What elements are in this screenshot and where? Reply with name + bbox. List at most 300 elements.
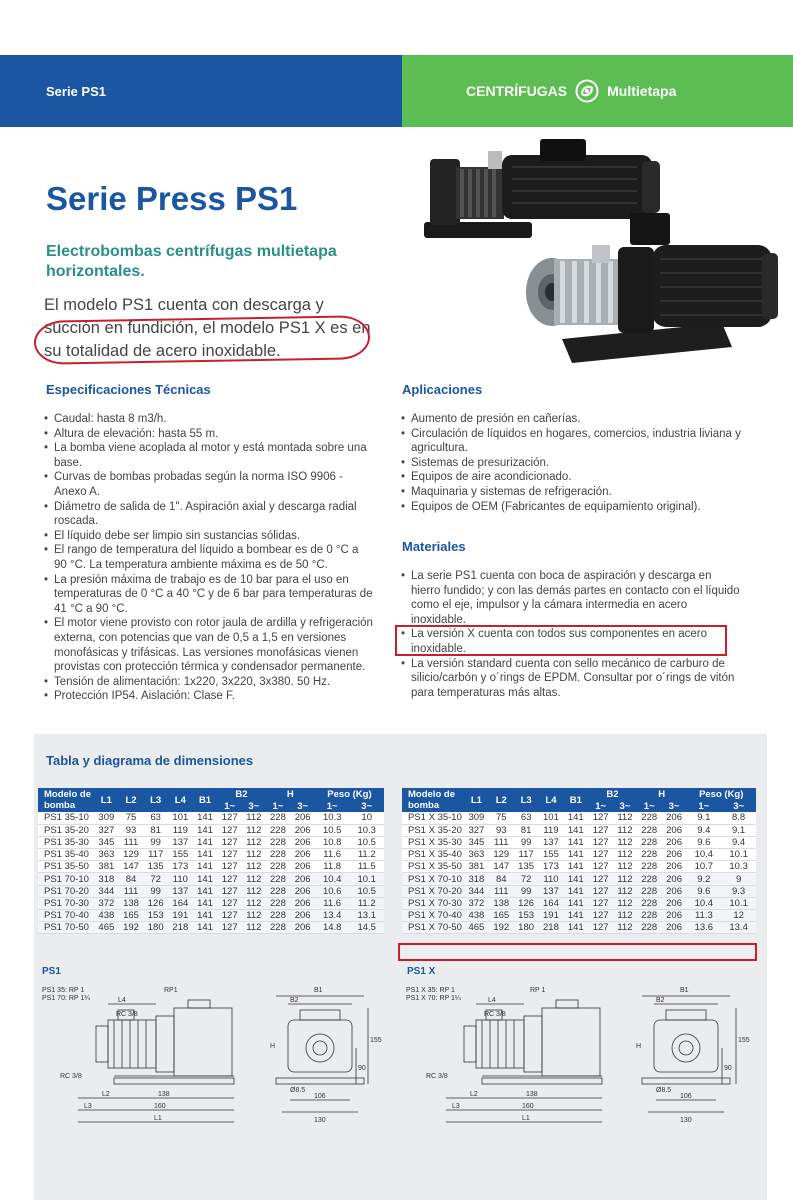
table-row: [402, 812, 756, 824]
dim-l1: L1: [522, 1115, 530, 1122]
list-item: • Protección IP54. Aislación: Clase F.: [44, 689, 374, 704]
value-cell: 173: [168, 861, 193, 873]
value-cell: 127: [588, 885, 613, 897]
value-cell: 11.2: [349, 849, 384, 861]
dim-106: 106: [680, 1093, 692, 1100]
value-cell: 11.5: [349, 861, 384, 873]
list-item: • Curvas de bombas probadas según la norma ISO 9906 - Anexo A.: [44, 470, 374, 499]
value-cell: 141: [563, 910, 588, 922]
value-cell: 153: [514, 910, 539, 922]
value-cell: 75: [489, 812, 514, 824]
col-header-l1: L1: [464, 788, 489, 812]
value-cell: 12: [721, 910, 756, 922]
handdrawn-highlight-box: [395, 625, 727, 656]
value-cell: 13.4: [721, 922, 756, 934]
value-cell: 9: [721, 873, 756, 885]
note-ps1-35: PS1 35: RP 1: [42, 987, 85, 994]
value-cell: 206: [662, 849, 687, 861]
model-cell: PS1 X 35-10: [402, 812, 464, 824]
model-cell: PS1 35-10: [38, 812, 94, 824]
table-row: [402, 824, 756, 836]
model-cell: PS1 70-50: [38, 922, 94, 934]
dim-d85: Ø8.5: [656, 1087, 672, 1094]
table-row: [38, 873, 384, 885]
value-cell: 218: [168, 922, 193, 934]
value-cell: 127: [588, 812, 613, 824]
list-item: • El rango de temperatura del líquido a bombear es de 0 °C a 90 °C. La temperatura ambiente máxima es de 50 °C.: [44, 543, 374, 572]
value-cell: 345: [94, 836, 119, 848]
col-header-phase1: 1~: [686, 800, 721, 812]
value-cell: 112: [242, 910, 266, 922]
value-cell: 129: [489, 849, 514, 861]
value-cell: 206: [290, 873, 315, 885]
list-item: • Maquinaria y sistemas de refrigeración.: [401, 485, 741, 500]
value-cell: 117: [514, 849, 539, 861]
applications-list: [401, 412, 741, 514]
col-header-phase1: 1~: [315, 800, 349, 812]
value-cell: 63: [514, 812, 539, 824]
dim-l3: L3: [452, 1103, 460, 1110]
dim-160: 160: [154, 1103, 166, 1110]
table-row: [38, 812, 384, 824]
value-cell: 206: [662, 861, 687, 873]
col-header-b2: B2: [588, 788, 637, 800]
list-item: • Aumento de presión en cañerías.: [401, 412, 741, 427]
value-cell: 206: [290, 861, 315, 873]
value-cell: 112: [242, 861, 266, 873]
value-cell: 141: [193, 873, 218, 885]
value-cell: 9.1: [721, 824, 756, 836]
table-row: [402, 861, 756, 873]
value-cell: 228: [266, 849, 291, 861]
col-header-l4: L4: [539, 788, 564, 812]
dimensions-table-ps1x: [402, 788, 756, 934]
value-cell: 206: [290, 824, 315, 836]
value-cell: 10.3: [349, 824, 384, 836]
value-cell: 228: [266, 897, 291, 909]
value-cell: 191: [168, 910, 193, 922]
col-header-weight: Peso (Kg): [315, 788, 384, 800]
list-item: • El motor viene provisto con rotor jaula de ardilla y refrigeración externa, con potencias que van de 0,5 a 1,5 en versiones monofásicas y trifásicas. Las versiones monofásicas vienen provistas con protección térmica y condensador permanente.: [44, 616, 374, 674]
value-cell: 99: [143, 836, 168, 848]
header-series: [0, 55, 402, 127]
value-cell: 141: [193, 824, 218, 836]
value-cell: 112: [242, 922, 266, 934]
value-cell: 141: [193, 861, 218, 873]
value-cell: 112: [613, 873, 637, 885]
value-cell: 9.4: [721, 836, 756, 848]
value-cell: 138: [489, 897, 514, 909]
value-cell: 10.4: [315, 873, 349, 885]
table-row: [402, 873, 756, 885]
col-header-phase1: 1~: [217, 800, 242, 812]
value-cell: 11.6: [315, 897, 349, 909]
col-header-phase1: 1~: [588, 800, 613, 812]
value-cell: 309: [94, 812, 119, 824]
value-cell: 228: [637, 849, 662, 861]
value-cell: 10.4: [686, 849, 721, 861]
value-cell: 206: [290, 836, 315, 848]
pump-product-photo: [402, 127, 793, 373]
dim-130: 130: [314, 1117, 326, 1124]
model-cell: PS1 35-40: [38, 849, 94, 861]
dim-l2: L2: [470, 1091, 478, 1098]
value-cell: 141: [193, 812, 218, 824]
list-item: • La versión standard cuenta con sello mecánico de carburo de silicio/carbón y o´rings de EPDM. Consultar por o´rings de vitón para temperaturas más altas.: [401, 657, 741, 701]
value-cell: 9.3: [721, 885, 756, 897]
value-cell: 127: [588, 910, 613, 922]
value-cell: 141: [563, 849, 588, 861]
dim-b2: B2: [656, 997, 665, 1004]
value-cell: 127: [588, 922, 613, 934]
value-cell: 344: [94, 885, 119, 897]
col-header-model: Modelo de bomba: [38, 788, 94, 812]
value-cell: 10.6: [315, 885, 349, 897]
model-cell: PS1 X 70-40: [402, 910, 464, 922]
col-header-b1: B1: [563, 788, 588, 812]
value-cell: 112: [242, 873, 266, 885]
col-header-l3: L3: [143, 788, 168, 812]
value-cell: 11.8: [315, 861, 349, 873]
handdrawn-highlight-ellipse: [34, 315, 371, 365]
value-cell: 11.2: [349, 897, 384, 909]
value-cell: 344: [464, 885, 489, 897]
dim-160: 160: [522, 1103, 534, 1110]
value-cell: 192: [489, 922, 514, 934]
value-cell: 465: [464, 922, 489, 934]
value-cell: 112: [242, 849, 266, 861]
col-header-h: H: [266, 788, 315, 800]
value-cell: 206: [662, 873, 687, 885]
model-cell: PS1 X 35-40: [402, 849, 464, 861]
value-cell: 126: [143, 897, 168, 909]
table-body: [402, 812, 756, 934]
table-row: [38, 861, 384, 873]
value-cell: 10.3: [315, 812, 349, 824]
value-cell: 10.1: [721, 897, 756, 909]
list-item: • La versión X cuenta con todos sus componentes en acero inoxidable.: [401, 627, 741, 656]
value-cell: 141: [563, 873, 588, 885]
value-cell: 141: [563, 897, 588, 909]
table-row: [38, 922, 384, 934]
value-cell: 381: [464, 861, 489, 873]
value-cell: 206: [662, 910, 687, 922]
dim-155: 155: [370, 1037, 382, 1044]
value-cell: 206: [290, 849, 315, 861]
value-cell: 81: [514, 824, 539, 836]
value-cell: 72: [514, 873, 539, 885]
value-cell: 93: [489, 824, 514, 836]
table-row: [38, 849, 384, 861]
value-cell: 206: [662, 824, 687, 836]
dim-rp1: RP1: [164, 987, 178, 994]
dim-rc38-top: RC 3/8: [484, 1011, 506, 1018]
dim-138: 138: [158, 1091, 170, 1098]
dim-106: 106: [314, 1093, 326, 1100]
value-cell: 465: [94, 922, 119, 934]
model-cell: PS1 X 70-30: [402, 897, 464, 909]
value-cell: 137: [168, 885, 193, 897]
value-cell: 164: [168, 897, 193, 909]
value-cell: 14.8: [315, 922, 349, 934]
model-cell: PS1 70-20: [38, 885, 94, 897]
model-cell: PS1 X 70-20: [402, 885, 464, 897]
value-cell: 228: [637, 873, 662, 885]
list-item: • Tensión de alimentación: 1x220, 3x220, 3x380. 50 Hz.: [44, 675, 374, 690]
value-cell: 345: [464, 836, 489, 848]
value-cell: 14.5: [349, 922, 384, 934]
table-row: [402, 836, 756, 848]
value-cell: 8.8: [721, 812, 756, 824]
dim-rc38-bottom: RC 3/8: [426, 1073, 448, 1080]
dim-90: 90: [724, 1065, 732, 1072]
col-header-phase3: 3~: [721, 800, 756, 812]
series-label: Serie PS1: [46, 83, 106, 99]
value-cell: 141: [563, 861, 588, 873]
value-cell: 101: [168, 812, 193, 824]
list-item: • Sistemas de presurización.: [401, 456, 741, 471]
value-cell: 228: [266, 861, 291, 873]
table-row: [38, 897, 384, 909]
value-cell: 141: [563, 836, 588, 848]
value-cell: 206: [290, 910, 315, 922]
dim-h: H: [636, 1043, 642, 1050]
value-cell: 127: [588, 897, 613, 909]
value-cell: 228: [637, 836, 662, 848]
value-cell: 318: [94, 873, 119, 885]
model-cell: PS1 70-40: [38, 910, 94, 922]
value-cell: 99: [143, 885, 168, 897]
value-cell: 127: [217, 861, 242, 873]
value-cell: 228: [266, 812, 291, 824]
value-cell: 9.1: [686, 812, 721, 824]
value-cell: 228: [637, 824, 662, 836]
value-cell: 327: [94, 824, 119, 836]
value-cell: 119: [539, 824, 564, 836]
value-cell: 110: [168, 873, 193, 885]
value-cell: 111: [119, 836, 144, 848]
value-cell: 147: [119, 861, 144, 873]
value-cell: 127: [588, 836, 613, 848]
value-cell: 191: [539, 910, 564, 922]
table-row: [402, 910, 756, 922]
value-cell: 164: [539, 897, 564, 909]
value-cell: 228: [266, 910, 291, 922]
value-cell: 165: [489, 910, 514, 922]
value-cell: 10.5: [315, 824, 349, 836]
model-cell: PS1 X 35-20: [402, 824, 464, 836]
value-cell: 127: [217, 873, 242, 885]
model-cell: PS1 35-50: [38, 861, 94, 873]
value-cell: 119: [168, 824, 193, 836]
value-cell: 9.2: [686, 873, 721, 885]
value-cell: 127: [217, 849, 242, 861]
value-cell: 127: [217, 922, 242, 934]
table-row: [38, 885, 384, 897]
value-cell: 112: [242, 885, 266, 897]
dim-l4: L4: [488, 997, 496, 1004]
value-cell: 112: [613, 849, 637, 861]
value-cell: 112: [613, 922, 637, 934]
value-cell: 141: [193, 849, 218, 861]
value-cell: 111: [489, 885, 514, 897]
value-cell: 228: [637, 885, 662, 897]
table-row: [402, 849, 756, 861]
list-item: • Altura de elevación: hasta 55 m.: [44, 427, 374, 442]
value-cell: 228: [637, 922, 662, 934]
col-header-l2: L2: [489, 788, 514, 812]
value-cell: 137: [539, 885, 564, 897]
dimension-diagram-ps1x: [402, 978, 756, 1134]
header-bar: [0, 55, 793, 127]
value-cell: 72: [143, 873, 168, 885]
value-cell: 206: [662, 897, 687, 909]
value-cell: 112: [242, 836, 266, 848]
value-cell: 372: [464, 897, 489, 909]
value-cell: 206: [290, 885, 315, 897]
value-cell: 93: [119, 824, 144, 836]
value-cell: 228: [266, 873, 291, 885]
value-cell: 127: [588, 849, 613, 861]
value-cell: 127: [588, 873, 613, 885]
value-cell: 112: [613, 910, 637, 922]
value-cell: 363: [464, 849, 489, 861]
value-cell: 127: [217, 824, 242, 836]
dim-l3: L3: [84, 1103, 92, 1110]
value-cell: 206: [290, 897, 315, 909]
value-cell: 111: [119, 885, 144, 897]
specs-list: [44, 412, 374, 704]
value-cell: 127: [217, 910, 242, 922]
value-cell: 126: [514, 897, 539, 909]
model-cell: PS1 X 70-10: [402, 873, 464, 885]
dim-rp1: RP 1: [530, 987, 546, 994]
value-cell: 173: [539, 861, 564, 873]
table-row: [402, 922, 756, 934]
page-title: Serie Press PS1: [46, 180, 298, 217]
value-cell: 228: [637, 812, 662, 824]
value-cell: 10.1: [721, 849, 756, 861]
dim-l2: L2: [102, 1091, 110, 1098]
table-row: [38, 910, 384, 922]
value-cell: 112: [613, 812, 637, 824]
dim-d85: Ø8.5: [290, 1087, 306, 1094]
dim-b1: B1: [680, 987, 689, 994]
col-header-phase3: 3~: [290, 800, 315, 812]
col-header-phase1: 1~: [266, 800, 291, 812]
dim-l4: L4: [118, 997, 126, 1004]
value-cell: 155: [168, 849, 193, 861]
value-cell: 112: [242, 897, 266, 909]
header-category: [402, 55, 793, 127]
dim-90: 90: [358, 1065, 366, 1072]
value-cell: 112: [613, 824, 637, 836]
value-cell: 10.8: [315, 836, 349, 848]
value-cell: 10.5: [349, 885, 384, 897]
col-header-phase3: 3~: [242, 800, 266, 812]
col-header-h: H: [637, 788, 687, 800]
value-cell: 206: [662, 922, 687, 934]
model-cell: PS1 35-20: [38, 824, 94, 836]
value-cell: 137: [539, 836, 564, 848]
value-cell: 438: [464, 910, 489, 922]
value-cell: 11.3: [686, 910, 721, 922]
col-header-l1: L1: [94, 788, 119, 812]
value-cell: 10: [349, 812, 384, 824]
materials-heading: Materiales: [402, 539, 466, 554]
value-cell: 206: [662, 836, 687, 848]
list-item: • La presión máxima de trabajo es de 10 bar para el uso en temperaturas de 0 °C a 40 °C y de 6 bar para temperaturas de 41 °C a 90 °C.: [44, 573, 374, 617]
list-item: • La serie PS1 cuenta con boca de aspiración y descarga en hierro fundido; y con las demás partes en contacto con el líquido como el eje, impulsor y la cámara intermedia en acero inoxidable.: [401, 569, 741, 627]
list-item: • Caudal: hasta 8 m3/h.: [44, 412, 374, 427]
dim-b1: B1: [314, 987, 323, 994]
value-cell: 10.4: [686, 897, 721, 909]
value-cell: 127: [217, 836, 242, 848]
col-header-b2: B2: [217, 788, 265, 800]
value-cell: 13.4: [315, 910, 349, 922]
value-cell: 9.4: [686, 824, 721, 836]
value-cell: 117: [143, 849, 168, 861]
dimensions-heading: Tabla y diagrama de dimensiones: [46, 753, 254, 768]
table-row: [38, 824, 384, 836]
model-cell: PS1 X 35-30: [402, 836, 464, 848]
list-item: • Equipos de OEM (Fabricantes de equipamiento original).: [401, 500, 741, 515]
model-cell: PS1 70-10: [38, 873, 94, 885]
value-cell: 206: [290, 812, 315, 824]
value-cell: 141: [563, 885, 588, 897]
list-item: • Equipos de aire acondicionado.: [401, 470, 741, 485]
dim-l1: L1: [154, 1115, 162, 1122]
handdrawn-highlight-box: [398, 943, 757, 961]
value-cell: 206: [290, 922, 315, 934]
value-cell: 112: [613, 885, 637, 897]
value-cell: 81: [143, 824, 168, 836]
value-cell: 11.6: [315, 849, 349, 861]
value-cell: 206: [662, 885, 687, 897]
value-cell: 141: [193, 885, 218, 897]
value-cell: 155: [539, 849, 564, 861]
value-cell: 127: [217, 897, 242, 909]
dim-155: 155: [738, 1037, 750, 1044]
value-cell: 228: [637, 861, 662, 873]
list-item: • Circulación de líquidos en hogares, comercios, industria liviana y agricultura.: [401, 427, 741, 456]
value-cell: 13.6: [686, 922, 721, 934]
category-label: CENTRÍFUGAS: [466, 83, 568, 99]
specs-heading: Especificaciones Técnicas: [46, 382, 211, 397]
value-cell: 10.3: [721, 861, 756, 873]
page-subtitle: Electrobombas centrífugas multietapa horizontales.: [46, 243, 337, 280]
intro-text: El modelo PS1 cuenta con descarga y succión en fundición, el modelo PS1 X es en su totalidad de acero inoxidable.: [44, 296, 371, 360]
value-cell: 129: [119, 849, 144, 861]
value-cell: 75: [119, 812, 144, 824]
value-cell: 381: [94, 861, 119, 873]
value-cell: 110: [539, 873, 564, 885]
value-cell: 10.1: [349, 873, 384, 885]
category-sub: Multietapa: [607, 83, 677, 99]
value-cell: 112: [613, 897, 637, 909]
col-header-phase3: 3~: [613, 800, 637, 812]
dimensions-table-ps1: [38, 788, 384, 934]
model-cell: PS1 X 35-50: [402, 861, 464, 873]
col-header-phase3: 3~: [662, 800, 687, 812]
value-cell: 84: [119, 873, 144, 885]
value-cell: 372: [94, 897, 119, 909]
value-cell: 112: [242, 824, 266, 836]
value-cell: 135: [514, 861, 539, 873]
value-cell: 9.6: [686, 836, 721, 848]
value-cell: 228: [637, 910, 662, 922]
value-cell: 206: [662, 812, 687, 824]
